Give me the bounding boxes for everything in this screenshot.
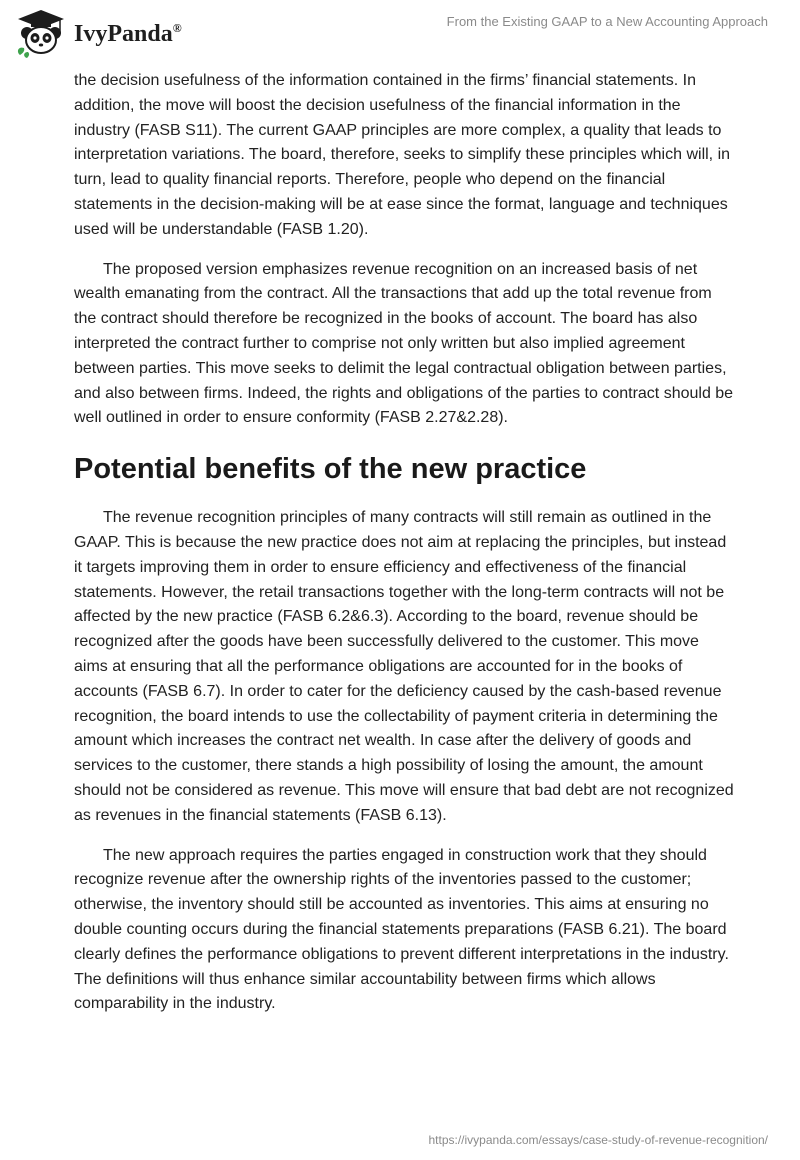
paragraph: The revenue recognition principles of many contracts will still remain as outlined in the GAAP. This is because the new practice does not aim at replacing the principles, but instead it targets improving them in order to ensure efficiency and effectiveness of the financial statements. However, the retail transactions together with the long-term contracts will not be affected by the new practice (FASB 6.2&6.3). According to the board, revenue should be recognized after the goods have been successfully delivered to the customer. This move aims at ensuring that all the performance obligations are accounted for in the books of accounts (FASB 6.7). In order to cater for the deficiency caused by the cash-based revenue recognition, the board intends to use the collectability of payment criteria in determining the amount which increases the contract net wealth. In case after the delivery of goods and services to the customer, there stands a high possibility of losing the amount, the amount should not be considered as revenue. This move will ensure that bad debt are not recognized as revenues in the financial statements (FASB 6.13). [74, 509, 734, 824]
article-body [74, 69, 734, 1032]
ivypanda-logo[interactable] [14, 8, 182, 58]
section-heading: Potential benefits of the new practice [74, 453, 587, 486]
source-url[interactable]: https://ivypanda.com/essays/case-study-of-revenue-recognition/ [428, 1133, 768, 1147]
paragraph: The new approach requires the parties engaged in construction work that they should recognize revenue after the ownership rights of the inventories passed to the customer; otherwise, the inventory should still be accounted as inventories. This aims at ensuring no double counting occurs during the financial statements preparations (FASB 6.21). The board clearly defines the performance obligations to prevent different interpretations in the industry. The definitions will thus enhance similar accountability between firms which allows comparability in the industry. [74, 846, 729, 1013]
logo-wordmark: IvyPanda® [74, 20, 182, 47]
paragraph: the decision usefulness of the information contained in the firms’ financial statements. In addition, the move will boost the decision usefulness of the financial information in the industry (FASB S11). The current GAAP principles are more complex, a quality that leads to interpretation variations. The board, therefore, seeks to simplify these principles which will, in turn, lead to quality financial reports. Therefore, people who depend on the financial statements in the decision-making will be at ease since the format, language and techniques used will be understandable (FASB 1.20). [74, 72, 731, 238]
document-title: From the Existing GAAP to a New Accounting Approach [446, 14, 768, 29]
page-header [0, 0, 800, 70]
paragraph: The proposed version emphasizes revenue recognition on an increased basis of net wealth emanating from the contract. All the transactions that add up the total revenue from the contract should therefore be recognized in the books of account. The board has also interpreted the contract further to comprise not only written but also implied agreement between parties. This move seeks to delimit the legal contractual obligation between parties, and also between firms. Indeed, the rights and obligations of the parties to contract should be well outlined in order to ensure conformity (FASB 2.27&2.28). [74, 260, 734, 427]
panda-graduate-icon [14, 8, 68, 58]
